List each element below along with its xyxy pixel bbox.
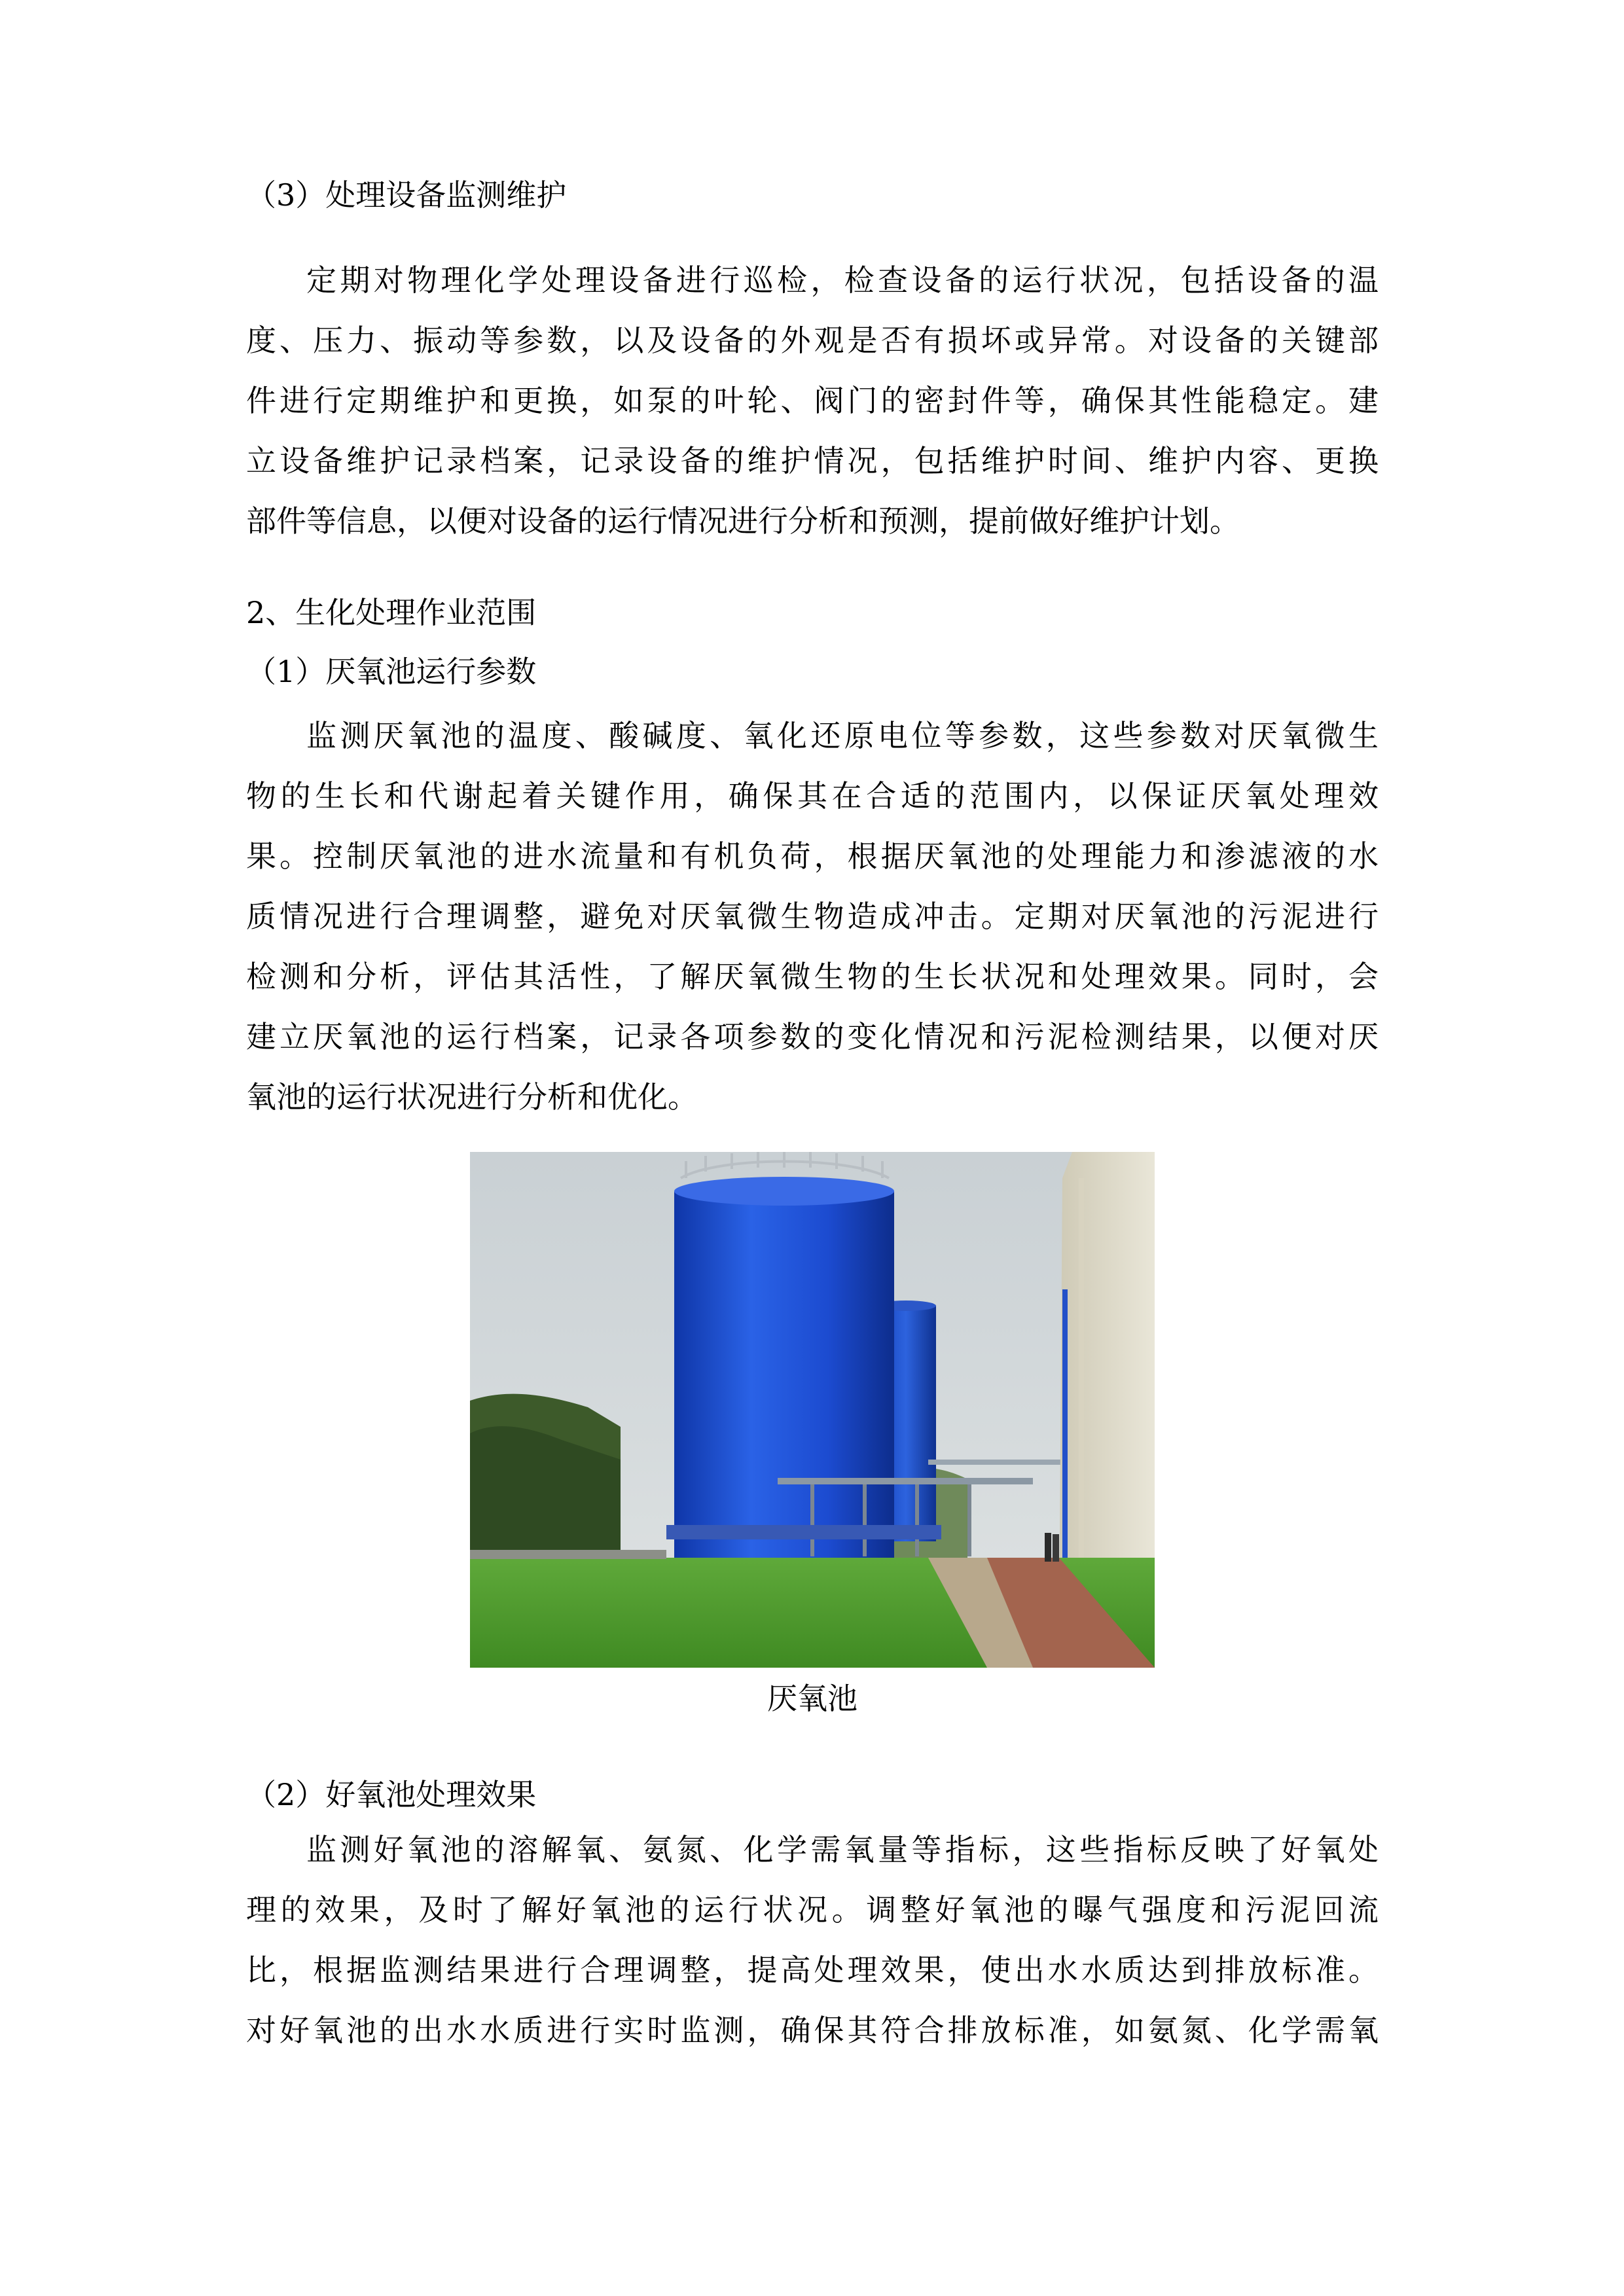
paragraph-line: 定期对物理化学处理设备进行巡检，检查设备的运行状况，包括设备的温 <box>306 262 1379 298</box>
anaerobic-tank-photo <box>470 1152 1155 1668</box>
paragraph-line: 监测好氧池的溶解氧、氨氮、化学需氧量等指标，这些指标反映了好氧处 <box>306 1832 1379 1867</box>
paragraph-line: 理的效果，及时了解好氧池的运行状况。调整好氧池的曝气强度和污泥回流 <box>246 1892 1379 1928</box>
paragraph-line: 度、压力、振动等参数，以及设备的外观是否有损坏或异常。对设备的关键部 <box>246 323 1379 358</box>
section-heading-equipment-maintenance: （3）处理设备监测维护 <box>246 177 567 213</box>
paragraph-anaerobic <box>246 706 1379 1127</box>
paragraph-line: 立设备维护记录档案，记录设备的维护情况，包括维护时间、维护内容、更换 <box>246 443 1379 478</box>
paragraph-equipment-maintenance <box>246 250 1379 551</box>
paragraph-line: 建立厌氧池的运行档案，记录各项参数的变化情况和污泥检测结果，以便对厌 <box>246 1019 1379 1054</box>
paragraph-line: 监测厌氧池的温度、酸碱度、氧化还原电位等参数，这些参数对厌氧微生 <box>306 718 1379 753</box>
paragraph-line: 物的生长和代谢起着关键作用，确保其在合适的范围内，以保证厌氧处理效 <box>246 778 1379 814</box>
paragraph-line: 件进行定期维护和更换，如泵的叶轮、阀门的密封件等，确保其性能稳定。建 <box>246 383 1379 418</box>
paragraph-aerobic <box>246 1820 1379 2060</box>
paragraph-line: 果。控制厌氧池的进水流量和有机负荷，根据厌氧池的处理能力和渗滤液的水 <box>246 838 1379 874</box>
paragraph-line: 比，根据监测结果进行合理调整，提高处理效果，使出水水质达到排放标准。 <box>246 1952 1379 1988</box>
paragraph-line: 对好氧池的出水水质进行实时监测，确保其符合排放标准，如氨氮、化学需氧 <box>246 2013 1379 2048</box>
section-heading-biochemical: 2、生化处理作业范围 <box>246 595 537 630</box>
paragraph-line: 质情况进行合理调整，避免对厌氧微生物造成冲击。定期对厌氧池的污泥进行 <box>246 899 1379 934</box>
subsection-heading-aerobic: （2）好氧池处理效果 <box>246 1777 537 1812</box>
subsection-heading-anaerobic: （1）厌氧池运行参数 <box>246 654 537 689</box>
paragraph-line: 检测和分析，评估其活性，了解厌氧微生物的生长状况和处理效果。同时，会 <box>246 959 1379 994</box>
photo-caption: 厌氧池 <box>767 1681 857 1716</box>
paragraph-line: 部件等信息，以便对设备的运行情况进行分析和预测，提前做好维护计划。 <box>246 503 1240 539</box>
paragraph-line: 氧池的运行状况进行分析和优化。 <box>246 1079 698 1115</box>
